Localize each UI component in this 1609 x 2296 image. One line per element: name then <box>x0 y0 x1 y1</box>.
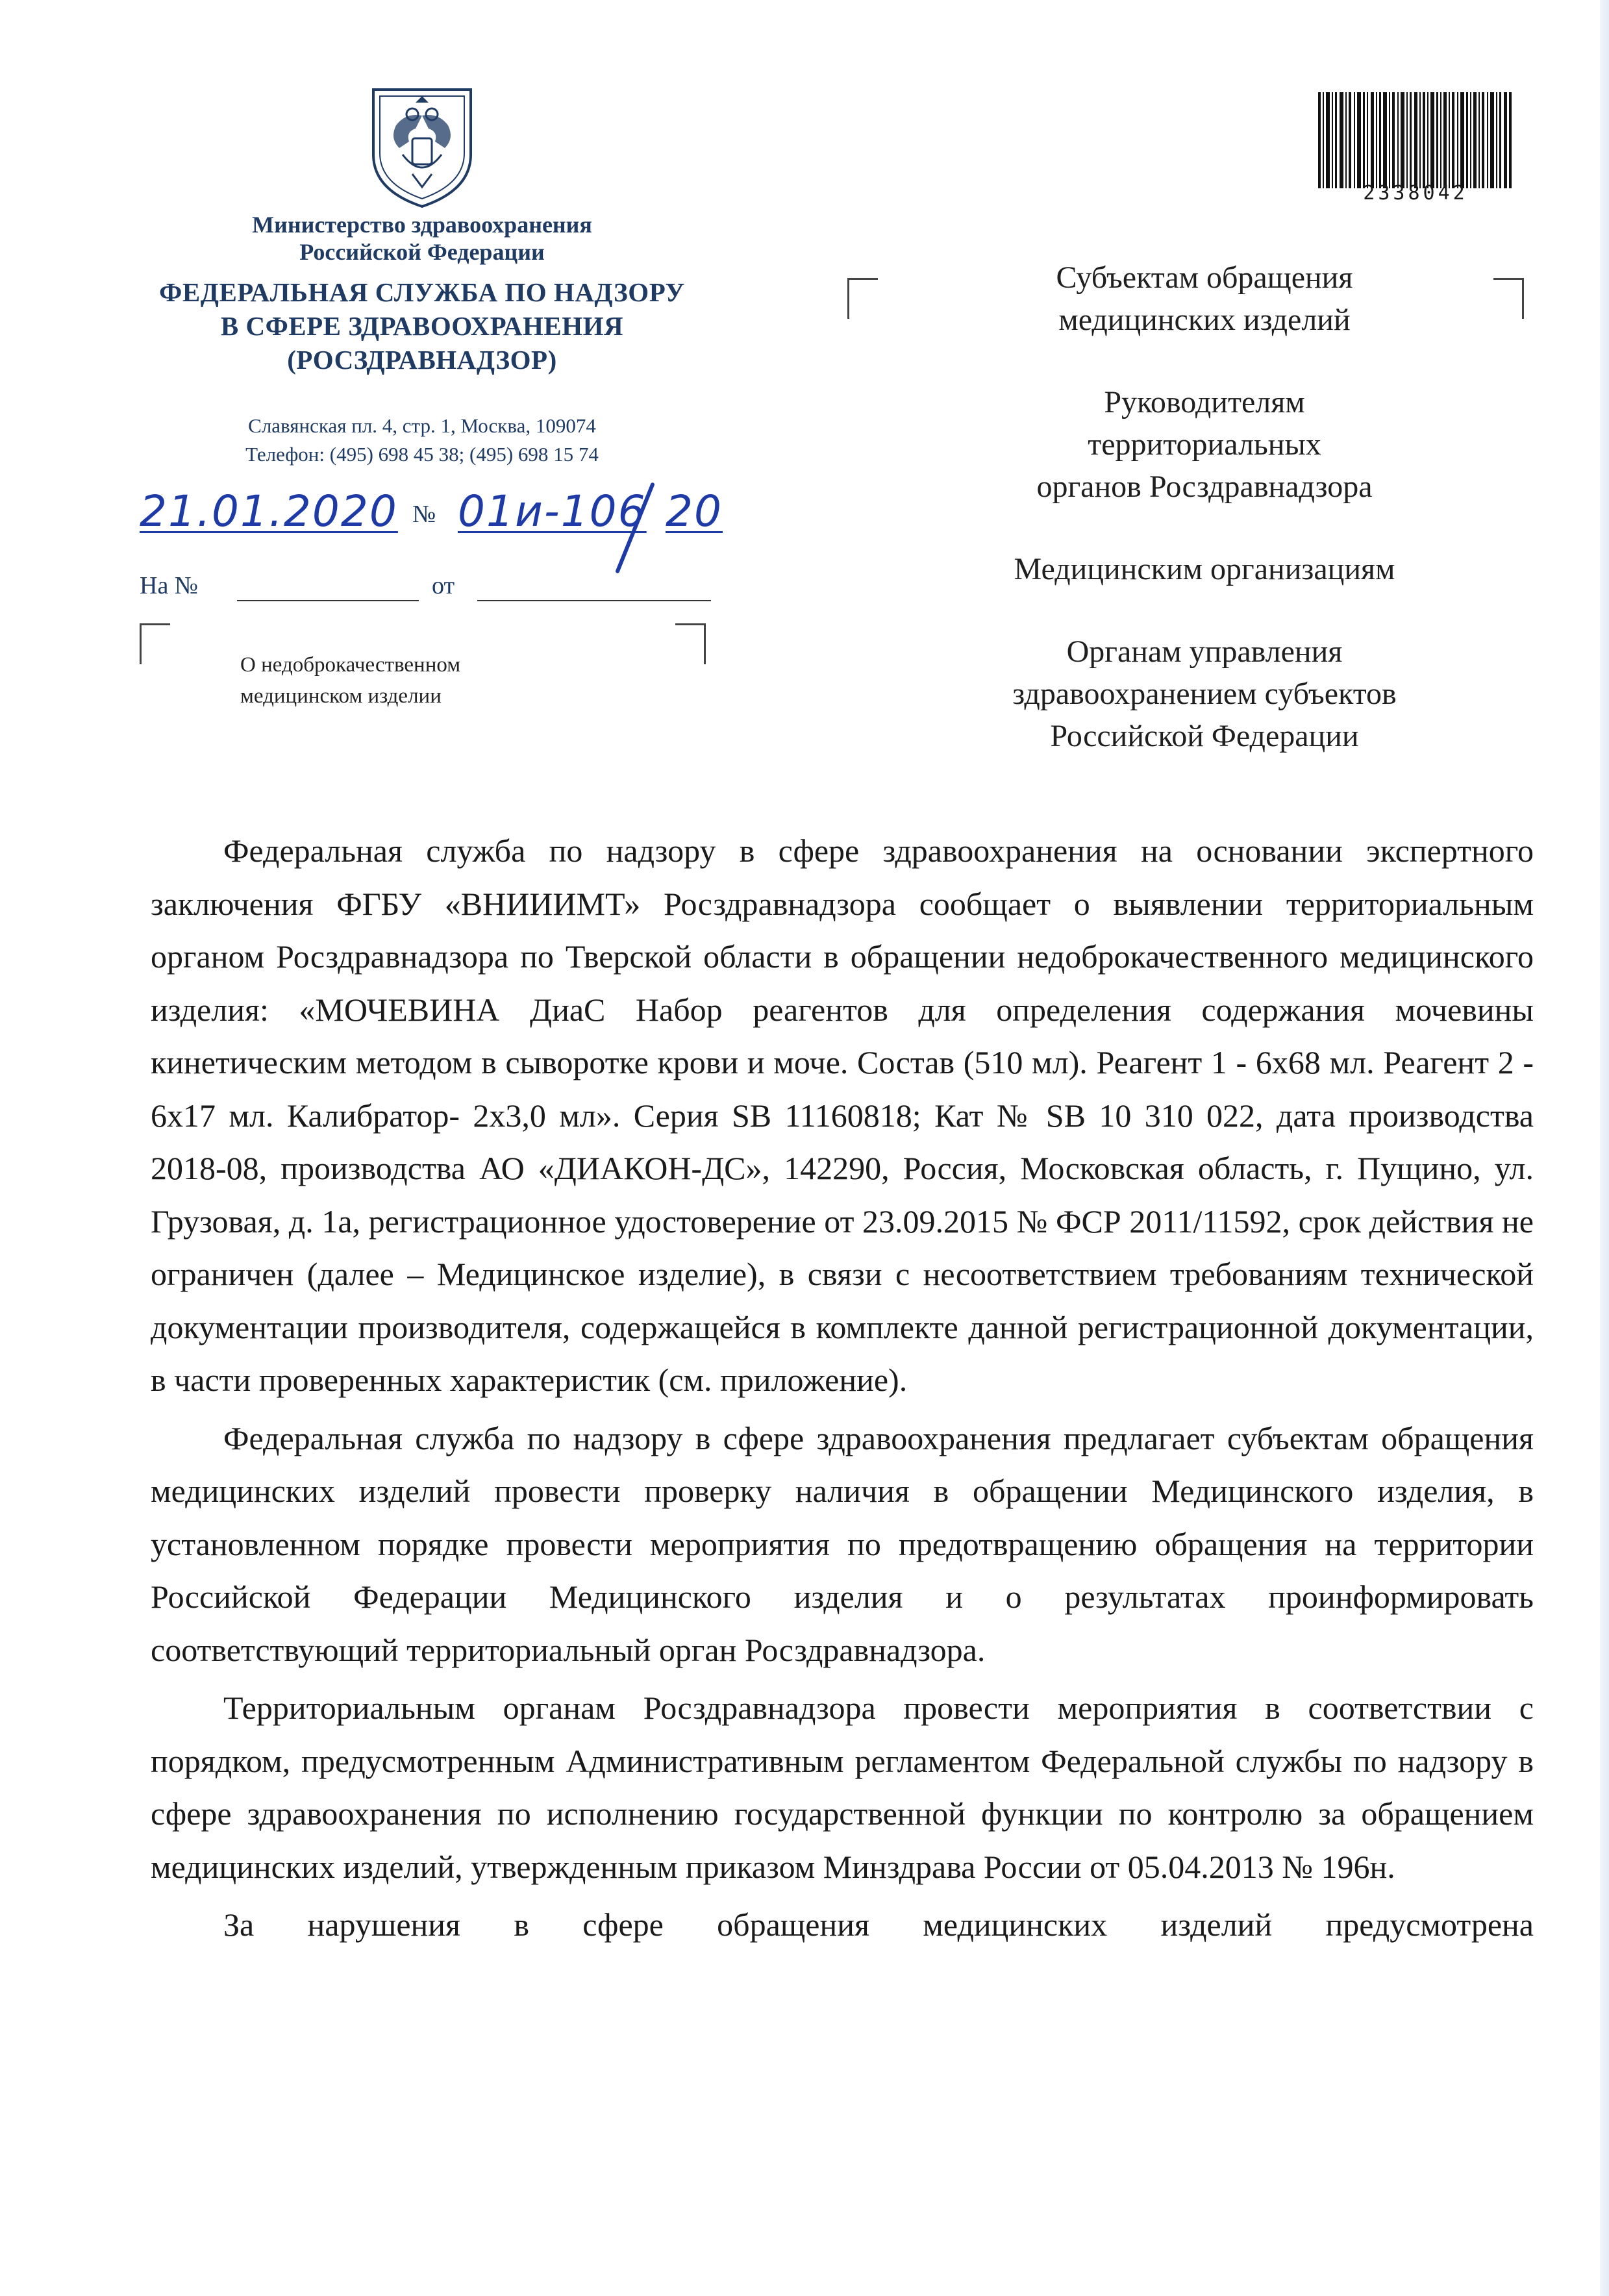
russian-coat-of-arms-icon <box>360 77 484 210</box>
addressee-line: медицинских изделий <box>1058 303 1351 337</box>
address-line: Славянская пл. 4, стр. 1, Москва, 109074 <box>248 414 596 437</box>
registration-line <box>140 486 815 548</box>
addressee-item <box>922 630 1487 757</box>
subject-line1: О недоброкачественном <box>240 653 461 677</box>
agency-line3: (РОСЗДРАВНАДЗОР) <box>287 345 557 375</box>
phone-line: Телефон: (495) 698 45 38; (495) 698 15 74 <box>245 443 599 466</box>
reference-from-label: от <box>432 572 455 599</box>
agency-line2: В СФЕРЕ ЗДРАВООХРАНЕНИЯ <box>220 311 624 341</box>
body-paragraph-3: Территориальным органам Росздравнадзора провести мероприятия в соответствии с порядком, предусмотренным Административным регламентом Федеральной службы по надзору в сфере здравоохранения по исполнению государственной функции по контролю за обращением медицинских изделий, утвержденным приказом Минздрава России от 05.04.2013 № 196н. <box>151 1690 1534 1885</box>
ministry-name <box>136 211 708 266</box>
reference-date-blank <box>477 571 711 601</box>
addressee-line: органов Росздравнадзора <box>1036 469 1373 504</box>
addressee-block <box>922 256 1487 797</box>
scan-edge <box>1600 0 1609 2296</box>
addressee-item <box>922 256 1487 341</box>
addressee-line: Медицинским организациям <box>1014 552 1395 586</box>
subject-corner-right <box>675 623 706 664</box>
barcode-number: 2338042 <box>1363 182 1468 205</box>
number-label: № <box>412 501 436 528</box>
addressee-corner-right <box>1493 278 1524 319</box>
addressee-corner-left <box>847 278 878 319</box>
addressee-line: Органам управления <box>1066 634 1343 669</box>
reference-number-blank <box>237 571 419 601</box>
subject-corner-left <box>140 623 170 664</box>
addressee-line: Российской Федерации <box>1050 719 1359 753</box>
ministry-line2: Российской Федерации <box>299 239 545 265</box>
ministry-line1: Министерство здравоохранения <box>252 212 592 238</box>
addressee-line: Субъектам обращения <box>1056 260 1353 295</box>
agency-name <box>136 275 708 377</box>
agency-address <box>136 412 708 469</box>
addressee-line: Руководителям <box>1104 385 1305 419</box>
registration-number-suffix: 20 <box>666 486 723 536</box>
reference-line <box>140 571 711 604</box>
body-paragraph-1: Федеральная служба по надзору в сфере здравоохранения на основании экспертного заключения ФГБУ «ВНИИИМТ» Росздравнадзора сообщает о выявлении территориальным органом Росздравнадзора по Тверской области в обращении недоброкачественного медицинского изделия: «МОЧЕВИНА ДиаС Набор реагентов для определения содержания мочевины кинетическим методом в сыворотке крови и моче. Состав (510 мл). Реагент 1 - 6х68 мл. Реагент 2 - 6х17 мл. Калибратор- 2х3,0 мл». Серия SB 11160818; Кат № SB 10 310 022, дата производства 2018-08, производства АО «ДИАКОН-ДС», 142290, Россия, Московская область, г. Пущино, ул. Грузовая, д. 1а, регистрационное удостоверение от 23.09.2015 № ФСР 2011/11592, срок действия не ограничен (далее – Медицинское изделие), в связи с несоответствием требованиям технической документации производителя, содержащейся в комплекте данной регистрационной документации, в части проверенных характеристик (см. приложение). <box>151 832 1534 1398</box>
addressee-line: здравоохранением субъектов <box>1012 677 1397 711</box>
addressee-item <box>922 381 1487 508</box>
letter-body <box>151 825 1534 1957</box>
addressee-line: территориальных <box>1088 427 1321 462</box>
letter-subject <box>240 649 604 712</box>
body-paragraph-4: За нарушения в сфере обращения медицинских изделий предусмотрена <box>223 1906 1534 1943</box>
barcode-icon <box>1318 92 1513 188</box>
subject-line2: медицинском изделии <box>240 684 442 708</box>
addressee-item <box>922 548 1487 590</box>
agency-line1: ФЕДЕРАЛЬНАЯ СЛУЖБА ПО НАДЗОРУ <box>159 277 685 307</box>
body-paragraph-2: Федеральная служба по надзору в сфере здравоохранения предлагает субъектам обращения медицинских изделий провести проверку наличия в обращении Медицинского изделия, в установленном порядке провести мероприятия по предотвращению обращения на территории Российской Федерации Медицинского изделия и о результатах проинформировать соответствующий территориальный орган Росздравнадзора. <box>151 1419 1534 1668</box>
registration-date: 21.01.2020 <box>140 486 398 536</box>
reference-label: На № <box>140 572 199 599</box>
registration-number: 01и-106 <box>458 486 647 536</box>
